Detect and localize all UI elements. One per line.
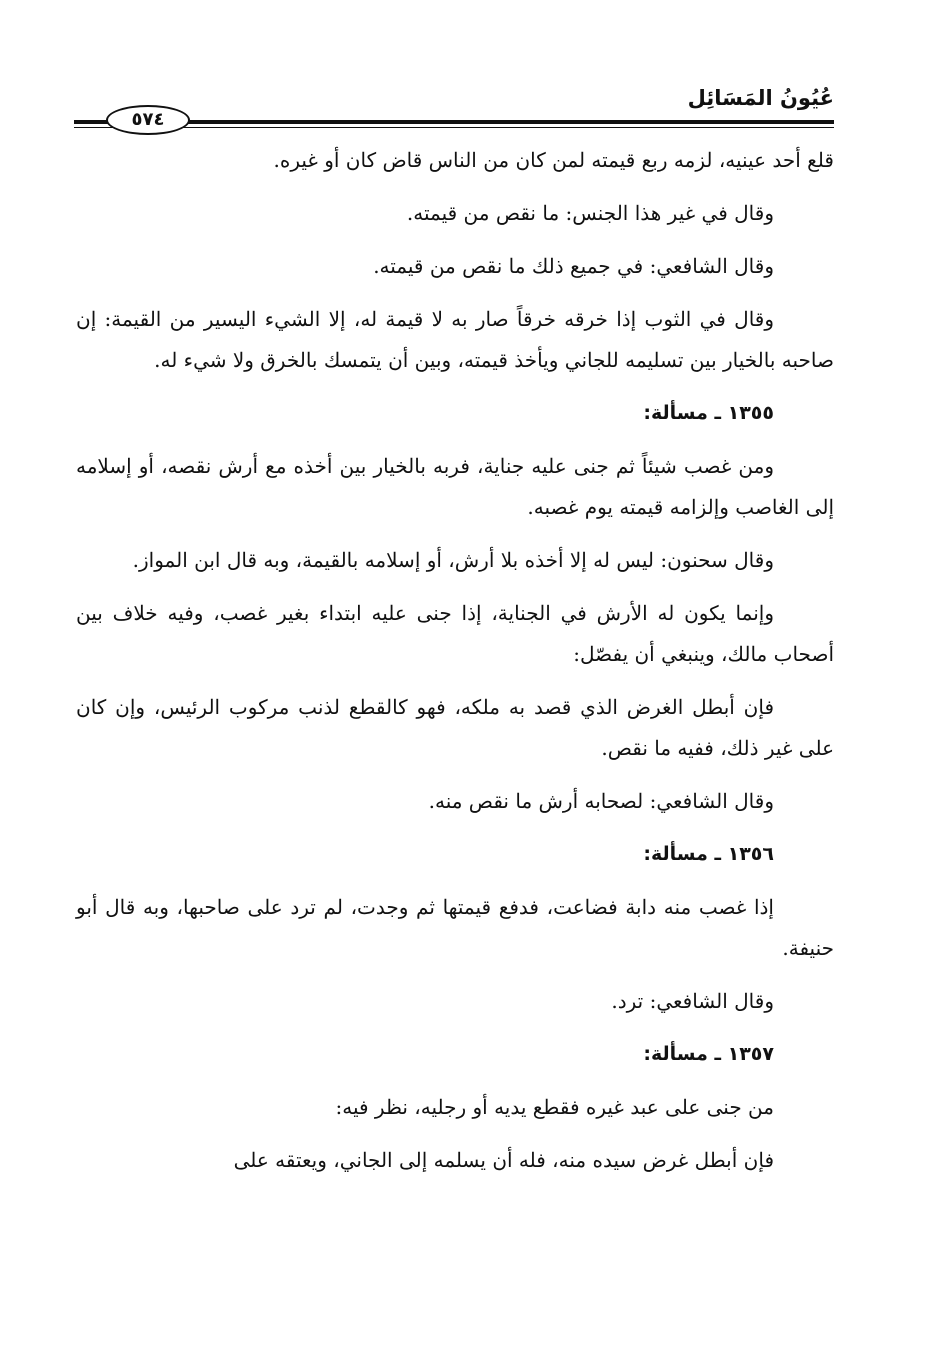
- paragraph: من جنى على عبد غيره فقطع يديه أو رجليه، نظر فيه:: [335, 1095, 774, 1119]
- page-number-badge: ٥٧٤: [106, 105, 190, 135]
- paragraph: وقال في الثوب إذا خرقه خرقاً صار به لا قيمة له، إلا الشيء اليسير من القيمة: إن صاحبه بالخيار بين تسليمه للجاني ويأخذ قيمته، وبين أن يتمسك بالخرق ولا شيء له.: [76, 307, 834, 372]
- paragraph: وقال في غير هذا الجنس: ما نقص من قيمته.: [406, 201, 774, 225]
- paragraph: وقال الشافعي: ترد.: [611, 989, 774, 1013]
- issue-heading: ١٣٥٥ ـ مسألة:: [643, 402, 774, 424]
- issue-heading: ١٣٥٧ ـ مسألة:: [643, 1043, 774, 1065]
- page-body: [76, 140, 834, 1193]
- issue-heading: ١٣٥٦ ـ مسألة:: [643, 843, 774, 865]
- paragraph: إذا غصب منه دابة فضاعت، فدفع قيمتها ثم وجدت، لم ترد على صاحبها، وبه قال أبو حنيفة.: [76, 895, 834, 960]
- paragraph: فإن أبطل غرض سيده منه، فله أن يسلمه إلى الجاني، ويعتقه على: [233, 1148, 774, 1172]
- paragraph: ومن غصب شيئاً ثم جنى عليه جناية، فربه بالخيار بين أخذه مع أرش نقصه، أو إسلامه إلى الغاصب وإلزامه قيمته يوم غصبه.: [76, 454, 834, 519]
- paragraph: وقال الشافعي: في جميع ذلك ما نقص من قيمته.: [373, 254, 774, 278]
- book-title: عُيُونُ المَسَائِل: [687, 86, 834, 110]
- page-header: [74, 84, 834, 134]
- paragraph: قلع أحد عينيه، لزمه ربع قيمته لمن كان من الناس قاض كان أو غيره.: [273, 148, 834, 172]
- paragraph: فإن أبطل الغرض الذي قصد به ملكه، فهو كالقطع لذنب مركوب الرئيس، وإن كان على غير ذلك، ففيه ما نقص.: [76, 695, 834, 760]
- paragraph: وقال سحنون: ليس له إلا أخذه بلا أرش، أو إسلامه بالقيمة، وبه قال ابن المواز.: [132, 548, 774, 572]
- paragraph: وإنما يكون له الأرش في الجناية، إذا جنى عليه ابتداء بغير غصب، وفيه خلاف بين أصحاب مالك، وينبغي أن يفصّل:: [76, 601, 834, 666]
- paragraph: وقال الشافعي: لصحابه أرش ما نقص منه.: [428, 789, 774, 813]
- header-rule-thin: [74, 127, 834, 128]
